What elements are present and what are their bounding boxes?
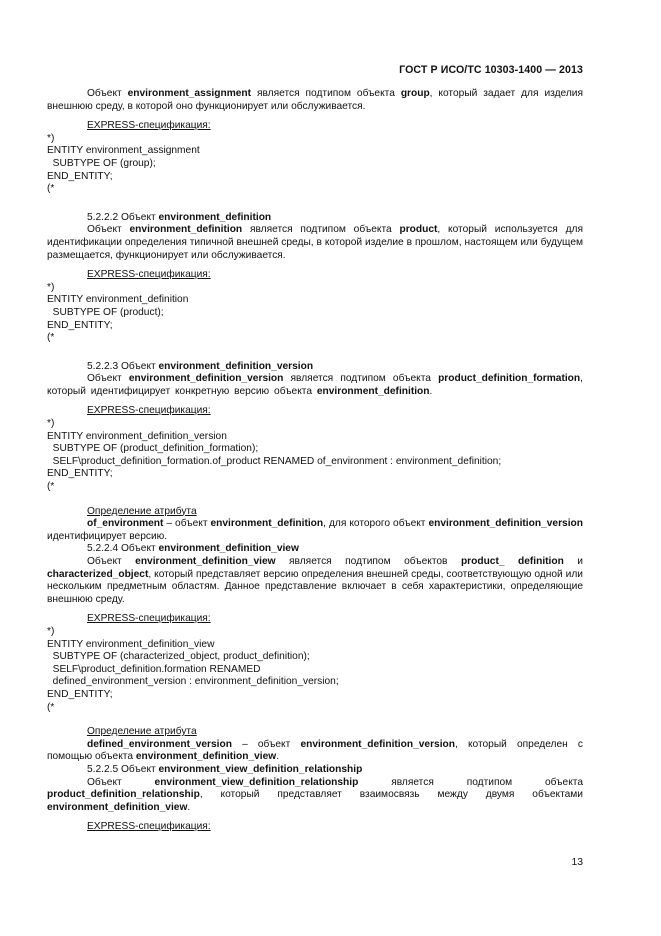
paragraph-environment-assignment — [47, 88, 583, 113]
attribute-definition-label: Определение атрибута — [87, 726, 197, 738]
page-number: 13 — [571, 857, 583, 868]
paragraph-environment-view-definition-relationship: Объект environment_view_definition_relationship является подтипом объекта product_definition_relationship, который представляет взаимосвязь между двумя объектами environment_definition_view. — [47, 776, 583, 813]
code-block-environment-assignment: *) ENTITY environment_assignment SUBTYPE OF (group); END_ENTITY; (* — [47, 132, 200, 195]
entity-name: environment_assignment — [127, 88, 252, 99]
attribute-definition-label: Определение атрибута — [87, 505, 197, 517]
attribute-defined-environment-version: defined_environment_version – объект environment_definition_version, который определен с помощью объекта environment_definition_view. — [47, 738, 584, 763]
paragraph-environment-definition-version: Объект environment_definition_version является подтипом объекта product_definition_formation, который идентифицирует конкретную версию объекта environment_definition. — [47, 373, 583, 397]
express-label: EXPRESS-спецификация: — [87, 613, 211, 625]
text: Объект — [87, 88, 128, 99]
code-block-environment-definition: *) ENTITY environment_definition SUBTYPE OF (product); END_ENTITY; (* — [47, 281, 189, 344]
code-block-environment-definition-view: *) ENTITY environment_definition_view SUBTYPE OF (characterized_object, product_definition); SELF\product_definition.formation RENAMED defined_environment_version : environment_definition_version; END_ENTITY; (* — [47, 625, 339, 713]
section-heading-environment-definition-version: 5.2.2.3 Объект environment_definition_version — [87, 360, 314, 372]
express-label: EXPRESS-спецификация: — [87, 269, 211, 281]
express-label: EXPRESS-спецификация: — [87, 821, 211, 833]
document-header: ГОСТ Р ИСО/ТС 10303-1400 — 2013 — [399, 64, 583, 76]
code-block-environment-definition-version: *) ENTITY environment_definition_version SUBTYPE OF (product_definition_formation); SELF\product_definition_formation.of_product RENAMED of_environment : environment_definition; END_ENTITY; (* — [47, 418, 502, 493]
express-label: EXPRESS-спецификация: — [87, 120, 211, 132]
section-heading-environment-definition: 5.2.2.2 Объект environment_definition — [87, 211, 272, 223]
entity-name: group — [400, 88, 430, 99]
section-heading-environment-view-definition-relationship: 5.2.2.5 Объект environment_view_definition_relationship — [87, 763, 363, 775]
attribute-of-environment: of_environment – объект environment_definition, для которого объект environment_definition_version идентифицирует версию. — [47, 518, 583, 542]
document-body — [47, 62, 583, 834]
section-heading-environment-definition-view: 5.2.2.4 Объект environment_definition_view — [87, 543, 299, 555]
paragraph-environment-definition: Объект environment_definition является подтипом объекта product, который используется для идентификации определения типичной внешней среды, в которой изделие в прошлом, настоящем или будущем размещается, функционирует или обслуживается. — [47, 224, 584, 261]
paragraph-environment-definition-view: Объект environment_definition_view является подтипом объектов product_ definition и characterized_object, который представляет версию определения внешней среды, соответствующую одной или нескольким предметным областям. Данное представление включает в себя характеристики, определяющие внешнюю среду. — [47, 556, 583, 605]
text: , который задает для изделия внешнюю среду, в которой оно функционирует или обслуживается. — [47, 88, 584, 112]
text: является подтипом объекта — [251, 88, 401, 99]
express-label: EXPRESS-спецификация: — [87, 405, 211, 417]
